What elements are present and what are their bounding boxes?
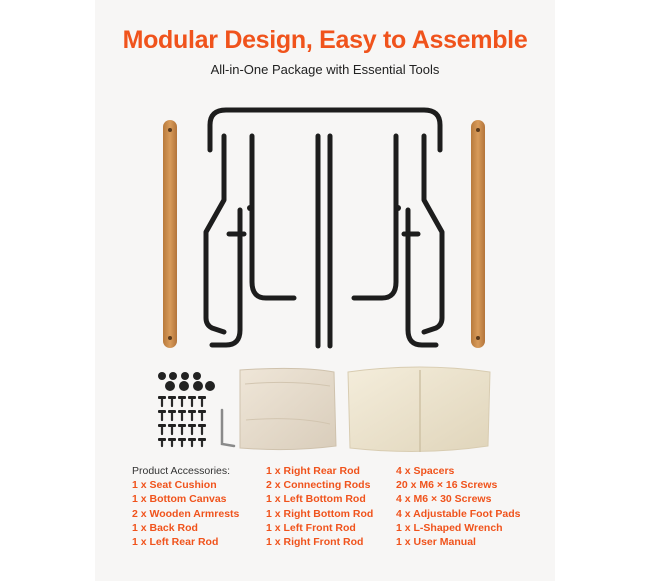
left-rear-rod <box>206 136 224 332</box>
wooden-armrest-left <box>163 120 177 348</box>
seat-cushion <box>348 367 490 452</box>
accessories-heading: Product Accessories: <box>132 465 231 477</box>
accessories-column-3 <box>396 464 520 549</box>
accessory-item: 1 x Bottom Canvas <box>132 493 227 506</box>
accessory-item: 2 x Connecting Rods <box>266 479 371 492</box>
accessory-item: 4 x Adjustable Foot Pads <box>396 507 521 520</box>
right-rear-rod <box>424 136 442 332</box>
left-front-rod <box>212 210 240 345</box>
left-bottom-rod <box>252 136 294 298</box>
accessory-item: 1 x Right Front Rod <box>266 536 364 549</box>
l-shaped-wrench <box>222 410 234 446</box>
accessories-column-1 <box>132 464 239 549</box>
accessory-item: 1 x User Manual <box>396 536 476 549</box>
accessory-item: 1 x Left Bottom Rod <box>266 493 366 506</box>
back-rod <box>210 110 440 150</box>
accessory-item: 1 x L-Shaped Wrench <box>396 521 503 534</box>
right-bottom-rod <box>354 136 396 298</box>
accessory-item: 1 x Left Rear Rod <box>132 536 219 549</box>
accessory-item: 1 x Seat Cushion <box>132 479 217 492</box>
accessory-item: 20 x M6 × 16 Screws <box>396 479 498 492</box>
right-front-rod <box>408 210 436 345</box>
page-subtitle: All-in-One Package with Essential Tools <box>210 62 440 77</box>
hardware-set <box>158 372 234 446</box>
accessories-column-2 <box>266 464 373 549</box>
page-title: Modular Design, Easy to Assemble <box>122 26 528 54</box>
accessory-item: 4 x Spacers <box>396 465 455 477</box>
accessory-item: 1 x Left Front Rod <box>266 521 356 534</box>
accessory-item: 2 x Wooden Armrests <box>132 507 240 520</box>
bottom-canvas <box>240 368 336 449</box>
accessory-item: 1 x Back Rod <box>132 521 198 534</box>
accessory-item: 1 x Right Rear Rod <box>266 465 360 477</box>
accessory-item: 4 x M6 × 30 Screws <box>396 493 492 506</box>
wooden-armrest-right <box>471 120 485 348</box>
accessory-item: 1 x Right Bottom Rod <box>266 507 374 520</box>
